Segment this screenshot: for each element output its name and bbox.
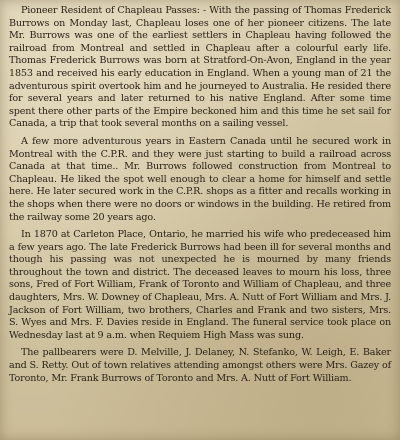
article-paragraph-2: A few more adventurous years in Eastern Canada until he secured work in Montreal with the C.P.R. and they were just starting to build a railroad across Canada at that time.. Mr. Burrows followed construction from Montreal to Chapleau. He liked the spot well enough to clear a home for himself and settle here. He later secured work in the C.P.R. shops as a fitter and recalls working in the shops when there were no doors or windows in the building. He retired from the railway some 20 years ago. — [9, 135, 391, 223]
article-paragraph-3: In 1870 at Carleton Place, Ontario, he married his wife who predeceased him a few years ago. The late Frederick Burrows had been ill for several months and though his passing was not unexpected he is mourned by many friends throughout the town and district. The deceased leaves to mourn his loss, three sons, Fred of Fort William, Frank of Toronto and William of Chapleau, and three daughters, Mrs. W. Downey of Chapleau, Mrs. A. Nutt of Fort William and Mrs. J. Jackson of Fort William, two brothers, Charles and Frank and two sisters, Mrs. S. Wyes and Mrs. F. Davies reside in England. The funeral service took place on Wednesday last at 9 a.m. when Requiem High Mass was sung. — [9, 229, 391, 341]
article-paragraph-4: The pallbearers were D. Melville, J. Delaney, N. Stefanko, W. Leigh, E. Baker and S. Retty. Out of town relatives attending amongst others were Mrs. Gazey of Toronto, Mr. Frank Burrows of Toronto and Mrs. A. Nutt of Fort William. — [9, 347, 391, 384]
article-paragraph-1: Pioneer Resident of Chapleau Passes: - With the passing of Thomas Frederick Burrows on Monday last, Chapleau loses one of her pioneer citizens. The late Mr. Burrows was one of the earliest settlers in Chapleau having followed the railroad from Montreal and settled in Chapleau after a colourful early life. Thomas Frederick Burrows was born at Stratford-On-Avon, England in the year 1853 and received his early education in England. When a young man of 21 the adventurous spirit overtook him and he journeyed to Australia. He resided there for several years and later returned to his native England. After some time spent there other parts of the Empire beckoned him and this time he set sail for Canada, a trip that took several months on a sailing vessel. — [9, 5, 391, 130]
